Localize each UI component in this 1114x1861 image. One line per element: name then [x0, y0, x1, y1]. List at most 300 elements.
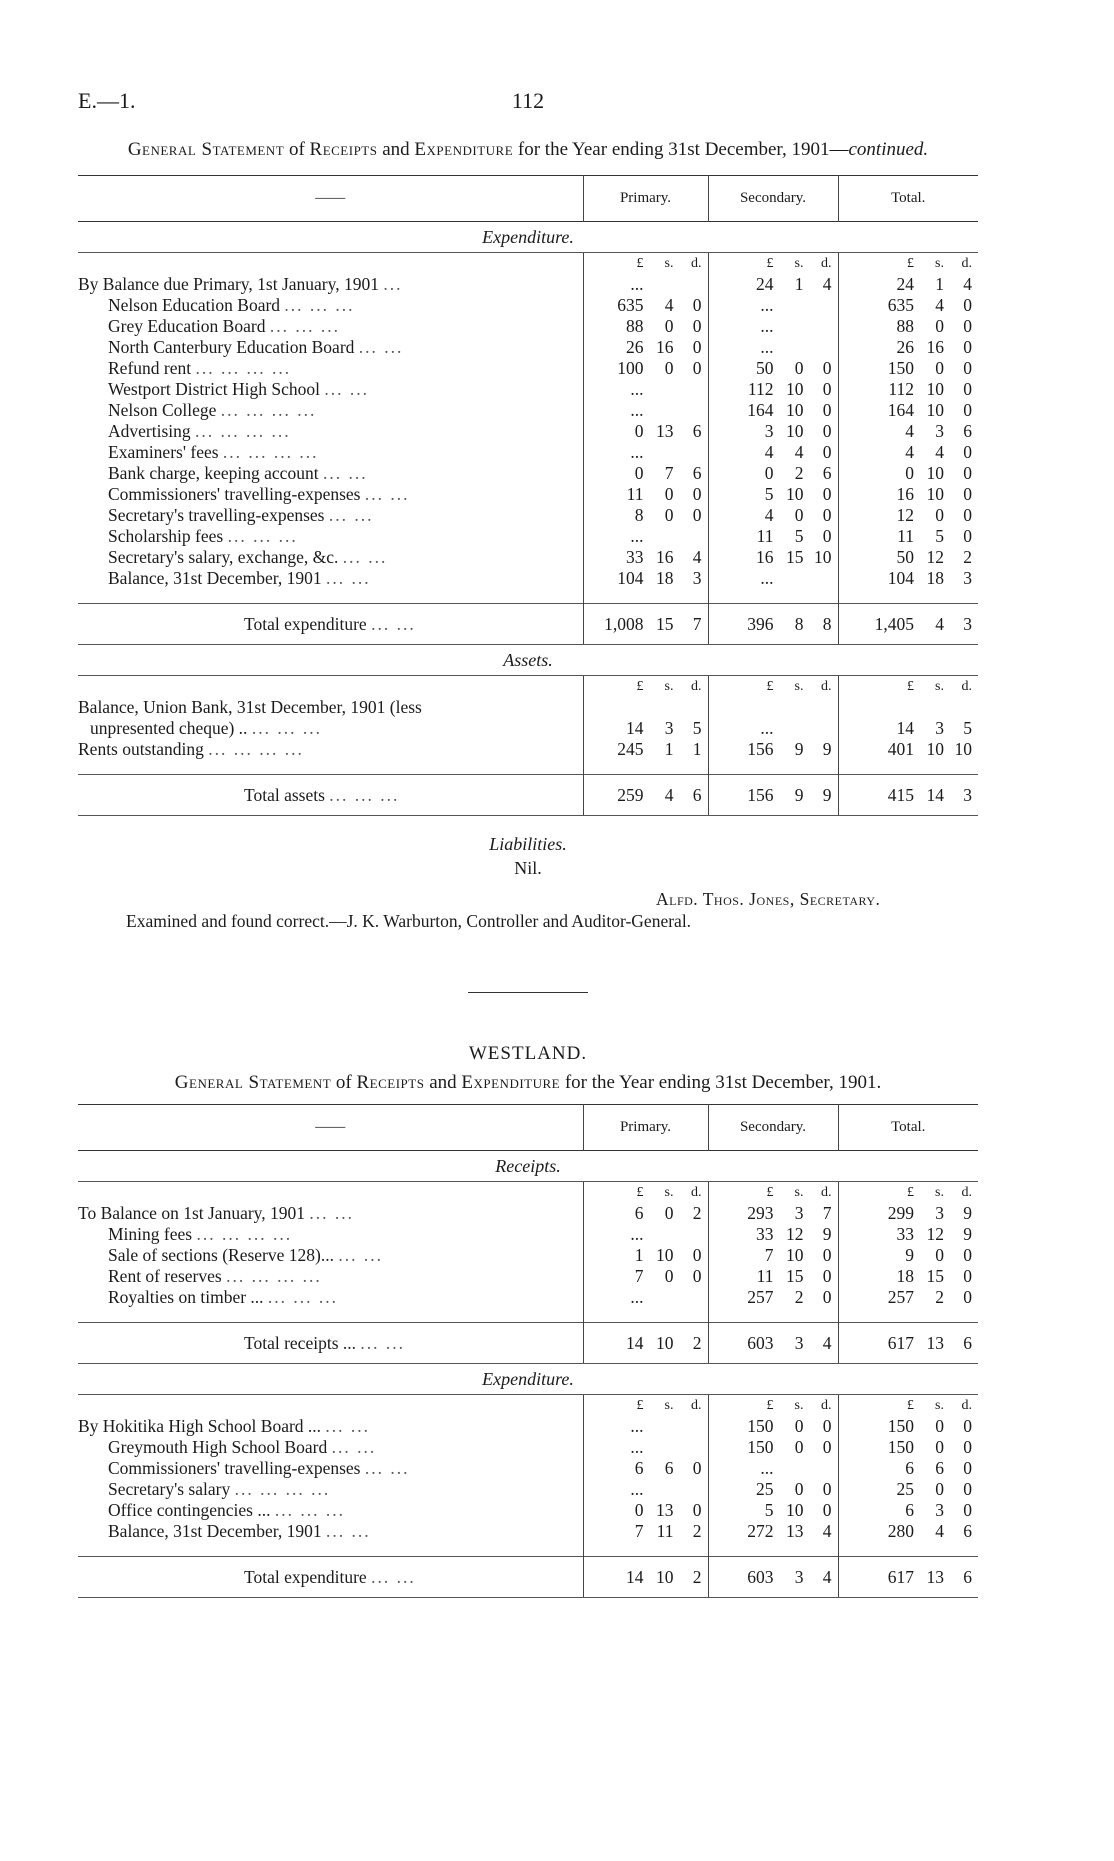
secondary-amount-shillings: 3 — [794, 1203, 804, 1223]
secondary-amount-pounds: 112 — [747, 379, 774, 399]
total-amount-pounds: 104 — [887, 568, 914, 588]
unit-label: d. — [821, 1185, 832, 1200]
primary-amount-pounds: ... — [630, 274, 644, 294]
secondary-amount-pence: 0 — [822, 1416, 832, 1436]
statement1-table — [78, 175, 978, 816]
table-row — [78, 1521, 978, 1542]
leader-dots: ... ... ... — [269, 316, 340, 336]
unit-label: s. — [664, 679, 674, 694]
table-row — [78, 1203, 978, 1224]
auditor-certification: Examined and found correct.—J. K. Warburton, Controller and Auditor-General. — [126, 911, 692, 931]
primary-amount-shillings — [644, 526, 674, 547]
primary-amount-pounds: 14 — [626, 718, 644, 738]
primary-amount-shillings — [644, 1287, 674, 1308]
secondary-amount-pounds: 4 — [764, 505, 774, 525]
leader-dots: ... ... — [322, 463, 368, 483]
unit-label: £ — [907, 1185, 914, 1200]
primary-amount-pounds: 100 — [617, 358, 644, 378]
secondary-amount-pence — [804, 316, 832, 337]
total-amount-shillings: 4 — [935, 442, 944, 462]
total-amount-shillings: 1 — [935, 274, 944, 294]
secondary-amount-pence — [804, 568, 832, 589]
unit-label: d. — [691, 1398, 702, 1413]
total-amount-shillings: 0 — [935, 1437, 944, 1457]
total-amount-shillings: 3 — [935, 718, 944, 738]
unit-label: d. — [691, 256, 702, 271]
table-row — [78, 1458, 978, 1479]
total-amount-pounds: 150 — [887, 1416, 914, 1436]
header-dash: —— — [315, 190, 346, 206]
table-row — [78, 484, 978, 505]
total-amount-pounds: 25 — [896, 1479, 914, 1499]
secretary-signature: Alfd. Thos. Jones, Secretary. — [656, 889, 881, 909]
unit-label: s. — [664, 256, 674, 271]
secondary-total-shillings: 9 — [794, 784, 804, 805]
total-amount-pence: 0 — [963, 526, 972, 546]
secondary-column-header: Secondary. — [708, 1105, 838, 1151]
total-amount-pence: 0 — [963, 337, 972, 357]
row-label: Advertising — [108, 421, 191, 441]
total-amount-shillings: 10 — [926, 484, 944, 504]
total-amount-pence: 6 — [963, 1521, 972, 1541]
row-label: Rents outstanding — [78, 739, 204, 759]
primary-amount-shillings: 4 — [664, 295, 674, 315]
secondary-amount-shillings: 9 — [794, 739, 804, 759]
unit-label: £ — [907, 256, 914, 271]
secondary-amount-shillings — [774, 718, 804, 739]
total-amount-pence: 5 — [963, 718, 972, 738]
total-amount-pounds: 14 — [896, 718, 914, 738]
row-label: Commissioners' travelling-expenses — [108, 1458, 361, 1478]
total-amount-pence: 0 — [963, 1245, 972, 1265]
row-label: Refund rent — [108, 358, 192, 378]
primary-amount-pounds: 1 — [634, 1245, 644, 1265]
leader-dots: ... ... — [342, 547, 388, 567]
total-amount-pence: 0 — [963, 505, 972, 525]
unit-label: d. — [961, 256, 972, 271]
primary-amount-pounds: 33 — [626, 547, 644, 567]
total-amount-pounds: 24 — [896, 274, 914, 294]
unit-label: £ — [636, 1398, 644, 1413]
table-row — [78, 1500, 978, 1521]
row-label: To Balance on 1st January, 1901 — [78, 1203, 306, 1223]
total-amount-pence: 0 — [963, 1500, 972, 1520]
total-amount-pounds: 164 — [887, 400, 914, 420]
total-total-pounds: 415 — [887, 784, 914, 805]
table-row — [78, 1287, 978, 1308]
leader-dots: ... ... ... — [251, 718, 322, 738]
total-amount-pence: 4 — [963, 274, 972, 294]
leader-dots: ... ... — [309, 1203, 355, 1223]
secondary-amount-pounds: 24 — [756, 274, 774, 294]
secondary-amount-pence: 0 — [822, 1437, 832, 1457]
secondary-amount-pounds: 257 — [747, 1287, 774, 1307]
table-row — [78, 358, 978, 379]
total-amount-pounds: 16 — [896, 484, 914, 504]
secondary-amount-pounds: ... — [760, 316, 774, 336]
row-label: Scholarship fees — [108, 526, 224, 546]
primary-amount-pence: 0 — [692, 484, 702, 504]
total-amount-pence: 0 — [963, 316, 972, 336]
primary-amount-pounds: ... — [630, 1224, 644, 1244]
primary-total-shillings: 10 — [656, 1332, 674, 1353]
unit-label: s. — [935, 256, 944, 271]
secondary-amount-shillings — [774, 1458, 804, 1479]
secondary-amount-pounds: 4 — [764, 442, 774, 462]
total-amount-shillings: 0 — [935, 505, 944, 525]
table-row — [78, 1479, 978, 1500]
unit-label: s. — [935, 1398, 944, 1413]
primary-amount-pence — [674, 526, 702, 547]
total-amount-pounds: 150 — [887, 358, 914, 378]
total-amount-pounds: 4 — [905, 421, 914, 441]
secondary-amount-shillings: 10 — [786, 484, 804, 504]
secondary-amount-pence: 7 — [822, 1203, 832, 1223]
total-amount-pence: 0 — [963, 484, 972, 504]
primary-amount-pence — [674, 379, 702, 400]
unit-label: s. — [664, 1185, 674, 1200]
unit-label: £ — [907, 1398, 914, 1413]
total-amount-shillings: 3 — [935, 421, 944, 441]
table-row — [78, 1416, 978, 1437]
column-header-row — [78, 176, 978, 222]
total-amount-pence: 0 — [963, 1458, 972, 1478]
secondary-amount-pounds: ... — [760, 295, 774, 315]
unit-label: £ — [636, 679, 644, 694]
primary-amount-pounds: ... — [630, 1437, 644, 1457]
primary-amount-pence: 6 — [692, 421, 702, 441]
unit-label: £ — [636, 1185, 644, 1200]
table-row — [78, 442, 978, 463]
unit-label: £ — [766, 256, 774, 271]
table-row — [78, 1245, 978, 1266]
unit-label: £ — [766, 679, 774, 694]
unit-label: d. — [691, 1185, 702, 1200]
secondary-amount-pence — [804, 295, 832, 316]
secondary-amount-pence: 0 — [822, 421, 832, 441]
secondary-amount-pounds: 5 — [764, 1500, 774, 1520]
primary-amount-shillings — [644, 1479, 674, 1500]
unit-label: s. — [794, 1185, 804, 1200]
secondary-amount-shillings: 1 — [794, 274, 804, 294]
primary-amount-pence: 3 — [692, 568, 702, 588]
primary-amount-pence: 0 — [692, 1266, 702, 1286]
secondary-total-pounds: 396 — [747, 613, 774, 634]
secondary-amount-pounds: 272 — [747, 1521, 774, 1541]
unit-label: d. — [821, 679, 832, 694]
leader-dots: ... ... ... ... — [220, 400, 317, 420]
total-amount-pounds: 6 — [905, 1500, 914, 1520]
leader-dots: ... ... — [324, 379, 369, 399]
total-amount-shillings: 12 — [926, 1224, 944, 1244]
statement2-region: WESTLAND. — [468, 1043, 588, 1064]
secondary-amount-shillings — [774, 316, 804, 337]
total-row — [78, 1557, 978, 1598]
secondary-amount-pounds: 3 — [764, 421, 774, 441]
primary-amount-pounds: 0 — [634, 463, 644, 483]
table-row — [78, 1437, 978, 1458]
row-label: By Hokitika High School Board ... — [78, 1416, 322, 1436]
primary-amount-pounds: ... — [630, 379, 644, 399]
total-total-pounds: 1,405 — [874, 613, 914, 634]
primary-amount-pence: 5 — [692, 718, 702, 738]
table-row — [78, 379, 978, 400]
secondary-amount-shillings — [774, 295, 804, 316]
secondary-amount-pence: 0 — [822, 1287, 832, 1307]
leader-dots: ... ... ... ... — [234, 1479, 331, 1499]
primary-total-pence: 2 — [692, 1332, 702, 1353]
secondary-amount-shillings — [774, 337, 804, 358]
primary-amount-pounds: ... — [630, 1479, 644, 1499]
primary-column-header: Primary. — [583, 176, 708, 222]
total-amount-pounds: 150 — [887, 1437, 914, 1457]
primary-amount-shillings — [644, 379, 674, 400]
secondary-amount-pounds: 293 — [747, 1203, 774, 1223]
total-amount-pence: 6 — [963, 421, 972, 441]
secondary-amount-pence: 0 — [822, 484, 832, 504]
row-label: Greymouth High School Board — [108, 1437, 328, 1457]
total-amount-pence: 9 — [963, 1203, 972, 1223]
leader-dots: ... — [383, 274, 403, 294]
total-amount-pence: 0 — [963, 400, 972, 420]
primary-amount-shillings — [644, 274, 674, 295]
total-amount-pence: 0 — [963, 463, 972, 483]
table-row — [78, 274, 978, 295]
row-label: unpresented cheque) .. — [90, 718, 248, 738]
leader-dots: ... ... — [325, 1521, 371, 1541]
unit-label: £ — [766, 1398, 774, 1413]
primary-amount-shillings: 13 — [656, 421, 674, 441]
leader-dots: ... ... ... — [267, 1287, 339, 1307]
total-label: Total assets — [244, 784, 325, 805]
secondary-amount-pounds: 16 — [756, 547, 774, 567]
table-row — [78, 421, 978, 442]
total-amount-shillings: 3 — [935, 1500, 944, 1520]
unit-label: s. — [664, 1398, 674, 1413]
primary-amount-pence — [674, 442, 702, 463]
section-divider — [468, 992, 588, 993]
total-amount-shillings: 3 — [935, 1203, 944, 1223]
primary-total-pence: 2 — [692, 1566, 702, 1587]
total-amount-pence: 0 — [963, 1416, 972, 1436]
total-amount-pounds: 18 — [896, 1266, 914, 1286]
unit-label: d. — [961, 679, 972, 694]
primary-amount-shillings: 3 — [664, 718, 674, 738]
page-header — [78, 60, 978, 113]
row-label: Rent of reserves — [108, 1266, 222, 1286]
total-label: Total expenditure — [244, 1566, 367, 1587]
total-amount-pounds: 11 — [897, 526, 914, 546]
total-total-shillings: 13 — [926, 1332, 944, 1353]
primary-amount-pounds: 104 — [617, 568, 644, 588]
total-amount-shillings: 12 — [926, 547, 944, 567]
liabilities-value: Nil. — [514, 858, 542, 878]
leader-dots: ... ... ... ... — [195, 421, 291, 441]
total-amount-shillings: 2 — [935, 1287, 944, 1307]
total-amount-pence: 0 — [963, 358, 972, 378]
secondary-amount-shillings: 15 — [786, 1266, 804, 1286]
secondary-amount-shillings: 2 — [794, 463, 804, 483]
primary-amount-pounds: ... — [630, 1416, 644, 1436]
secondary-amount-pence: 4 — [822, 274, 832, 294]
assets-section — [78, 645, 978, 816]
primary-amount-pounds: 0 — [634, 1500, 644, 1520]
section-heading: Expenditure. — [482, 1368, 574, 1389]
total-amount-pounds: 257 — [887, 1287, 914, 1307]
leader-dots: ... ... ... — [329, 784, 400, 805]
row-label: Nelson Education Board — [108, 295, 281, 315]
total-row — [78, 775, 978, 816]
primary-amount-shillings — [644, 442, 674, 463]
unit-label: d. — [821, 256, 832, 271]
primary-amount-pounds: ... — [630, 526, 644, 546]
secondary-amount-pounds: 11 — [756, 1266, 774, 1286]
secondary-amount-pence: 0 — [822, 442, 832, 462]
leader-dots: ... ... — [358, 337, 404, 357]
statement1-title: General Statement of Receipts and Expenditure for the Year ending 31st December, 1901—continued. — [127, 139, 929, 160]
total-amount-pence: 0 — [963, 1287, 972, 1307]
primary-amount-shillings: 7 — [664, 463, 674, 483]
secondary-amount-pounds: 7 — [764, 1245, 774, 1265]
total-amount-pounds: 26 — [896, 337, 914, 357]
row-label: Bank charge, keeping account — [108, 463, 319, 483]
secondary-amount-pounds: ... — [760, 718, 774, 738]
total-amount-pounds: 299 — [887, 1203, 914, 1223]
primary-amount-pence: 6 — [692, 463, 702, 483]
secondary-column-header: Secondary. — [708, 176, 838, 222]
column-header-row — [78, 1105, 978, 1151]
total-amount-pounds: 4 — [905, 442, 914, 462]
leader-dots: ... ... — [371, 1566, 416, 1587]
primary-amount-pounds: ... — [630, 1287, 644, 1307]
total-amount-pence: 9 — [963, 1224, 972, 1244]
secondary-amount-shillings: 2 — [794, 1287, 804, 1307]
secondary-amount-pounds: 25 — [756, 1479, 774, 1499]
primary-amount-pence: 0 — [692, 295, 702, 315]
total-total-pounds: 617 — [887, 1566, 914, 1587]
total-total-pence: 3 — [963, 613, 972, 634]
total-column-header: Total. — [838, 176, 978, 222]
total-amount-pounds: 88 — [896, 316, 914, 336]
unit-label: £ — [636, 256, 644, 271]
primary-amount-pounds: 7 — [634, 1266, 644, 1286]
liabilities-heading: Liabilities. — [489, 834, 567, 854]
leader-dots: ... ... — [328, 505, 374, 525]
total-amount-shillings: 18 — [926, 568, 944, 588]
primary-amount-shillings: 0 — [664, 1266, 674, 1286]
secondary-amount-pounds: 50 — [756, 358, 774, 378]
primary-amount-shillings: 18 — [656, 568, 674, 588]
secondary-total-pounds: 156 — [747, 784, 774, 805]
secondary-amount-shillings: 10 — [786, 1500, 804, 1520]
row-label: Nelson College — [108, 400, 217, 420]
leader-dots: ... ... ... ... — [195, 358, 292, 378]
table-row — [78, 463, 978, 484]
total-amount-shillings: 4 — [935, 1521, 944, 1541]
secondary-amount-pounds: 150 — [747, 1437, 774, 1457]
primary-amount-pounds: 6 — [634, 1458, 644, 1478]
leader-dots: ... ... — [364, 484, 410, 504]
row-label: Grey Education Board — [108, 316, 266, 336]
secondary-amount-pence: 9 — [822, 739, 832, 759]
leader-dots: ... ... ... ... — [208, 739, 304, 759]
row-label: By Balance due Primary, 1st January, 1901 — [78, 274, 379, 294]
primary-total-shillings: 10 — [656, 1566, 674, 1587]
total-amount-pounds: 280 — [887, 1521, 914, 1541]
unit-label: d. — [821, 1398, 832, 1413]
total-amount-pence: 0 — [963, 442, 972, 462]
unit-label: s. — [794, 256, 804, 271]
total-amount-shillings: 15 — [926, 1266, 944, 1286]
row-label: Office contingencies ... — [108, 1500, 271, 1520]
secondary-amount-pence: 0 — [822, 1500, 832, 1520]
total-amount-pounds: 635 — [887, 295, 914, 315]
secondary-amount-pounds: 164 — [747, 400, 774, 420]
total-total-shillings: 13 — [926, 1566, 944, 1587]
total-amount-pence: 10 — [954, 739, 972, 759]
leader-dots: ... ... ... ... — [226, 1266, 322, 1286]
secondary-amount-pence: 0 — [822, 1245, 832, 1265]
primary-amount-pounds: 88 — [626, 316, 644, 336]
secondary-amount-shillings: 4 — [794, 442, 804, 462]
leader-dots: ... ... ... — [227, 526, 298, 546]
primary-total-pounds: 1,008 — [604, 613, 644, 634]
secondary-amount-pounds: 5 — [764, 484, 774, 504]
primary-amount-pence — [674, 1224, 702, 1245]
leader-dots: ... ... — [364, 1458, 410, 1478]
total-amount-pence: 0 — [963, 1437, 972, 1457]
secondary-amount-shillings: 5 — [794, 526, 804, 546]
primary-total-pence: 6 — [692, 784, 702, 805]
primary-amount-pounds: 635 — [617, 295, 644, 315]
leader-dots: ... ... — [325, 568, 371, 588]
primary-amount-pence: 2 — [692, 1521, 702, 1541]
liabilities-block — [78, 832, 978, 880]
total-total-shillings: 4 — [935, 613, 944, 634]
total-amount-shillings: 4 — [935, 295, 944, 315]
total-label: Total receipts ... — [244, 1332, 356, 1353]
unit-label: d. — [691, 679, 702, 694]
primary-amount-shillings: 0 — [664, 505, 674, 525]
total-amount-pence: 0 — [963, 1266, 972, 1286]
total-amount-pounds: 6 — [905, 1458, 914, 1478]
page-number: 112 — [511, 88, 545, 113]
secondary-total-shillings: 3 — [794, 1566, 804, 1587]
total-amount-shillings: 0 — [935, 1416, 944, 1436]
primary-amount-pounds: 245 — [617, 739, 644, 759]
primary-amount-shillings — [644, 1437, 674, 1458]
total-amount-pounds: 0 — [905, 463, 914, 483]
secondary-amount-shillings: 15 — [786, 547, 804, 567]
primary-total-pounds: 259 — [617, 784, 644, 805]
primary-amount-shillings: 0 — [664, 484, 674, 504]
row-label: Secretary's salary, exchange, &c. — [108, 547, 339, 567]
primary-amount-pence: 1 — [692, 739, 702, 759]
section-heading: Receipts. — [495, 1155, 561, 1176]
row-label: Commissioners' travelling-expenses — [108, 484, 361, 504]
unit-label: s. — [794, 679, 804, 694]
primary-amount-pence: 4 — [692, 547, 702, 567]
total-amount-pounds: 33 — [896, 1224, 914, 1244]
primary-amount-shillings: 1 — [664, 739, 674, 759]
leader-dots: ... ... — [371, 613, 416, 634]
table-row — [78, 547, 978, 568]
total-row — [78, 1323, 978, 1364]
secondary-amount-shillings — [774, 568, 804, 589]
row-label: Royalties on timber ... — [108, 1287, 264, 1307]
primary-amount-pence: 0 — [692, 505, 702, 525]
primary-amount-pence: 0 — [692, 1458, 702, 1478]
